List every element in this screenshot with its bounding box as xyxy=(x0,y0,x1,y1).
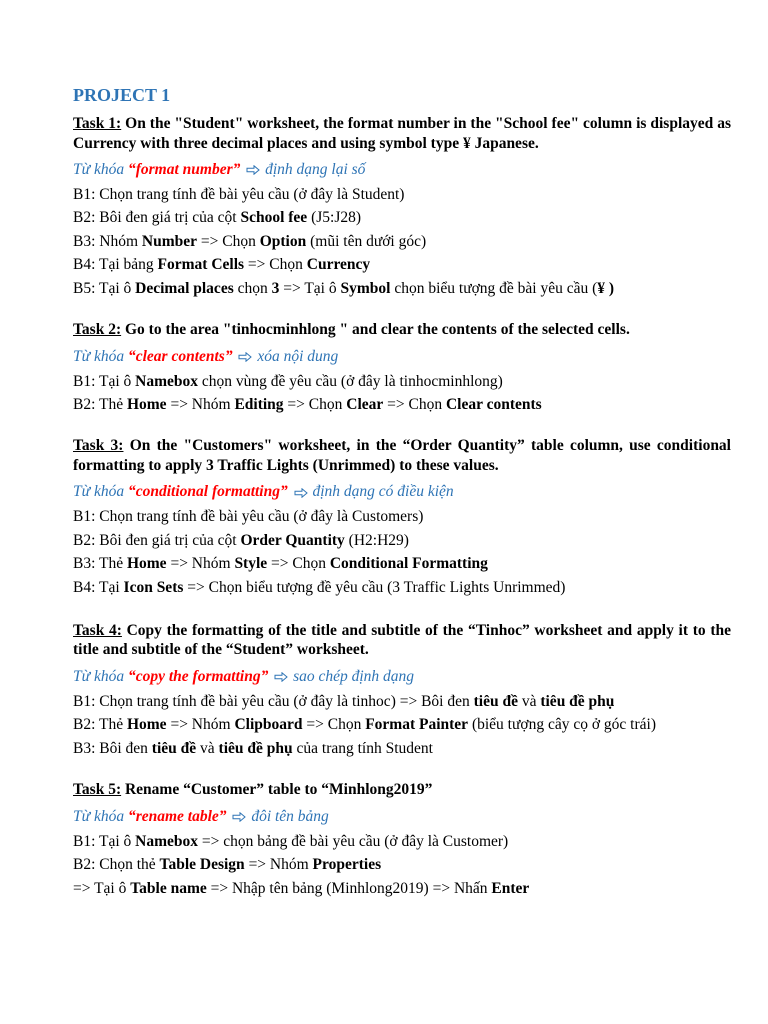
keyword-prefix: Từ khóa xyxy=(73,807,125,825)
instruction-step xyxy=(73,277,731,300)
step-text: (mũi tên dưới góc) xyxy=(306,232,427,250)
keyword-meaning: đôi tên bảng xyxy=(251,807,329,825)
bold-term: School fee xyxy=(240,209,308,227)
step-text: B1: Chọn trang tính đề bài yêu cầu (ở đây là Customers) xyxy=(73,508,424,526)
step-text: B1: Chọn trang tính đề bài yêu cầu (ở đây là Student) xyxy=(73,186,405,203)
instruction-step xyxy=(73,370,731,393)
keyword-prefix: Từ khóa xyxy=(73,483,125,501)
keyword-prefix: Từ khóa xyxy=(73,347,125,365)
outline-right-arrow-icon xyxy=(238,352,252,362)
task-title: Go to the area "tinhocminhlong " and clear the contents of the selected cells. xyxy=(121,321,630,339)
task-heading xyxy=(73,621,731,660)
task-label: Task 5: xyxy=(73,781,122,799)
step-text: B2: Thẻ xyxy=(73,716,127,734)
step-text: B3: Thẻ xyxy=(73,555,127,573)
task-title: On the "Customers" worksheet, in the “Order Quantity” table column, use conditional formatting to apply 3 Traffic Lights (Unrimmed) to these values. xyxy=(73,437,731,474)
step-text: chọn xyxy=(233,279,272,297)
bold-term: Icon Sets xyxy=(123,578,184,596)
bold-term: Home xyxy=(126,716,167,734)
task-heading xyxy=(73,780,731,800)
step-text: => Tại ô xyxy=(73,879,131,897)
step-text: B1: Tại ô xyxy=(73,832,136,850)
step-text: B2: Thẻ xyxy=(73,395,127,413)
keyword-meaning: định dạng có điều kiện xyxy=(312,483,454,501)
instruction-step xyxy=(73,713,731,736)
section-gap xyxy=(73,300,731,320)
instruction-step xyxy=(73,206,731,229)
bold-term: ¥ ) xyxy=(597,279,615,297)
outline-right-arrow-icon xyxy=(246,165,260,175)
outline-right-arrow-icon xyxy=(294,488,308,498)
bold-term: Conditional Formatting xyxy=(329,555,488,573)
bold-term: Format Painter xyxy=(365,716,469,734)
step-text: và xyxy=(517,692,541,710)
keyword-prefix: Từ khóa xyxy=(73,161,125,178)
task-section xyxy=(73,436,731,599)
task-section xyxy=(73,780,731,900)
step-text: B2: Chọn thẻ xyxy=(73,856,160,874)
bold-term: Decimal places xyxy=(135,279,234,297)
instruction-step xyxy=(73,253,731,276)
step-text: => Nhập tên bảng (Minhlong2019) => Nhấn xyxy=(206,879,492,897)
document-page xyxy=(73,84,731,900)
project-title: PROJECT 1 xyxy=(73,85,171,105)
step-text: B2: Bôi đen giá trị của cột xyxy=(73,531,241,549)
bold-term: Order Quantity xyxy=(240,531,345,549)
task-label: Task 2: xyxy=(73,321,122,339)
step-text: => chọn bảng đề bài yêu cầu (ở đây là Customer) xyxy=(198,832,509,850)
step-text: => Nhóm xyxy=(244,856,313,874)
task-title: On the "Student" worksheet, the format number in the "School fee" column is displayed as Currency with three decimal places and using symbol type ¥ Japanese. xyxy=(73,115,731,152)
keyword-line xyxy=(73,806,731,827)
task-label: Task 1: xyxy=(73,115,122,132)
step-text: => Nhóm xyxy=(166,555,235,573)
bold-term: Format Cells xyxy=(157,256,245,274)
step-text: => Nhóm xyxy=(166,395,235,413)
section-gap xyxy=(73,599,731,621)
instruction-step xyxy=(73,576,731,599)
task-section xyxy=(73,621,731,760)
instruction-step xyxy=(73,505,731,528)
task-section xyxy=(73,320,731,416)
step-text: (H2:H29) xyxy=(344,531,409,549)
step-text: của trang tính Student xyxy=(292,739,433,757)
keyword-meaning: sao chép định dạng xyxy=(293,667,415,685)
keyword-term: “format number” xyxy=(127,161,241,178)
step-text: B3: Bôi đen xyxy=(73,739,152,757)
step-text: B1: Chọn trang tính đề bài yêu cầu (ở đây là tinhoc) => Bôi đen xyxy=(73,692,474,710)
step-text: B3: Nhóm xyxy=(73,232,142,250)
instruction-step xyxy=(73,690,731,713)
bold-term: Number xyxy=(141,232,198,250)
step-text: chọn biểu tượng đề bài yêu cầu ( xyxy=(390,279,598,297)
bold-term: Namebox xyxy=(135,832,199,850)
step-text: => Nhóm xyxy=(166,716,235,734)
section-gap xyxy=(73,760,731,780)
bold-term: Home xyxy=(126,395,167,413)
bold-term: Table Design xyxy=(159,856,245,874)
step-text: => Chọn xyxy=(283,395,347,413)
bold-term: tiêu đề xyxy=(151,739,197,757)
outline-right-arrow-icon xyxy=(232,812,246,822)
bold-term: tiêu đề phụ xyxy=(540,692,615,710)
instruction-step xyxy=(73,853,731,876)
step-text: B4: Tại bảng xyxy=(73,256,158,274)
keyword-term: “clear contents” xyxy=(127,347,233,365)
keyword-line xyxy=(73,481,731,502)
step-text: => Chọn xyxy=(383,395,446,413)
step-text: B1: Tại ô xyxy=(73,372,136,390)
keyword-meaning: định dạng lại số xyxy=(265,161,366,178)
task-heading xyxy=(73,320,731,340)
step-text: B2: Bôi đen giá trị của cột xyxy=(73,209,241,227)
bold-term: tiêu đề phụ xyxy=(218,739,293,757)
task-heading xyxy=(73,114,731,153)
instruction-step xyxy=(73,552,731,575)
step-text: => Chọn xyxy=(197,232,260,250)
task-heading xyxy=(73,436,731,475)
step-text: chọn vùng đề yêu cầu (ở đây là tinhocminhlong) xyxy=(198,372,503,390)
keyword-term: “conditional formatting” xyxy=(127,483,288,501)
keyword-meaning: xóa nội dung xyxy=(257,347,339,365)
task-title: Copy the formatting of the title and subtitle of the “Tinhoc” worksheet and apply it to the title and subtitle of the “Student” worksheet. xyxy=(73,621,731,659)
step-text: => Tại ô xyxy=(279,279,341,297)
task-title: Rename “Customer” table to “Minhlong2019” xyxy=(121,781,433,799)
task-label: Task 3: xyxy=(73,437,124,455)
keyword-term: “copy the formatting” xyxy=(127,667,269,685)
bold-term: Currency xyxy=(306,256,371,274)
instruction-step xyxy=(73,230,731,253)
instruction-step xyxy=(73,183,731,206)
keyword-line xyxy=(73,666,731,687)
keyword-prefix: Từ khóa xyxy=(73,667,125,685)
step-text: (J5:J28) xyxy=(307,209,362,227)
task-section xyxy=(73,114,731,300)
outline-right-arrow-icon xyxy=(274,672,288,682)
bold-term: Table name xyxy=(130,879,207,897)
bold-term: Symbol xyxy=(340,279,391,297)
step-text: => Chọn xyxy=(267,555,330,573)
bold-term: Option xyxy=(259,232,307,250)
bold-term: Properties xyxy=(312,856,382,874)
step-text: B4: Tại xyxy=(73,578,124,596)
keyword-line xyxy=(73,346,731,367)
bold-term: Enter xyxy=(491,879,530,897)
bold-term: Editing xyxy=(234,395,284,413)
step-text: (biểu tượng cây cọ ở góc trái) xyxy=(468,716,656,734)
bold-term: 3 xyxy=(271,279,280,297)
bold-term: Clear contents xyxy=(445,395,542,413)
instruction-step xyxy=(73,830,731,853)
task-label: Task 4: xyxy=(73,621,122,639)
instruction-step xyxy=(73,737,731,760)
bold-term: tiêu đề xyxy=(473,692,518,710)
step-text: => Chọn xyxy=(302,716,366,734)
bold-term: Clipboard xyxy=(234,716,303,734)
instruction-step xyxy=(73,529,731,552)
instruction-step xyxy=(73,877,731,900)
task-list xyxy=(73,114,731,900)
step-text: => Chọn xyxy=(244,256,307,274)
step-text: B5: Tại ô xyxy=(73,279,136,297)
bold-term: Style xyxy=(234,555,268,573)
keyword-term: “rename table” xyxy=(127,807,227,825)
instruction-step xyxy=(73,393,731,416)
keyword-line xyxy=(73,159,731,180)
bold-term: Home xyxy=(126,555,167,573)
section-gap xyxy=(73,416,731,436)
bold-term: Namebox xyxy=(135,372,199,390)
step-text: => Chọn biểu tượng đề yêu cầu (3 Traffic Lights Unrimmed) xyxy=(183,578,566,596)
step-text: và xyxy=(196,739,219,757)
bold-term: Clear xyxy=(346,395,384,413)
